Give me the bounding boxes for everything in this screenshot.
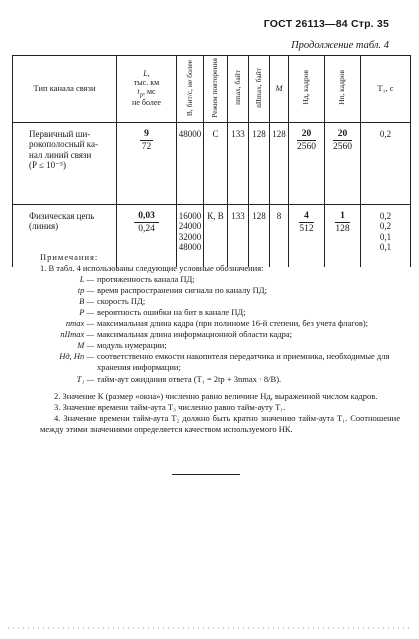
note-4: 4. Значение времени тайм-аута T₂ должно быть кратно значению тайм-аута T₁. Соотношение между этими значениями определяется качеством используемого НК. [40,412,400,434]
list-item: tр — время распространения сигнала по каналу ПД; [77,285,267,296]
row-nmax: 133 [228,123,249,205]
notes-intro: 1. В табл. 4 использованы следующие условные обозначения: [40,263,264,274]
row-length: $\frac{9}{72}$ [117,123,177,205]
symbol-glossary [50,274,400,384]
header-nmax: nmax, байт [228,56,249,123]
row-nmax: 133 [228,205,249,267]
channel-parameters-table [12,55,411,267]
row-hd: $\frac{4}{512}$ [289,205,325,267]
row-nimax: 128 [249,205,270,267]
list-item: B — скорость ПД; [79,296,146,307]
row-m: 128 [270,123,289,205]
row-channel-name: Первичный ши- рокополосный ка- нал линий связи (P ≤ 10⁻⁵) [13,123,117,205]
row-hp: $\frac{20}{2560}$ [325,123,361,205]
table-header-row [13,56,411,123]
row-bitrate: 48000 [177,123,204,205]
header-length: L, тыс. км $t_p$, мс не более [117,56,177,123]
end-divider [172,474,240,475]
list-item: nIImax — максимальная длина информационной области кадра; [60,329,292,340]
row-nimax: 128 [249,123,270,205]
header-channel-type: Тип канала связи [13,56,117,123]
note-3: 3. Значение времени тайм-аута T₃ численно равно тайм-ауту T₁. [54,401,286,412]
scan-dotted-border [8,623,411,633]
header-t1: T₁, с [361,56,411,123]
row-mode: C [204,123,228,205]
list-item: M — модуль нумерации; [77,340,167,351]
notes-title: Примечания: [40,252,99,262]
row-mode: К, В [204,205,228,267]
list-item: P — вероятность ошибки на бит в канале ПД; [79,307,246,318]
list-item: Hд, Hп — соответственно емкости накопителя передатчика и приемника, необходимые для хранения информации; [59,351,390,373]
header-nimax: nIImax, байт [249,56,270,123]
list-item: L — протяженность канала ПД; [79,274,195,285]
table-continuation-label: Продолжение табл. 4 [291,40,389,51]
row-hp: $\frac{1}{128}$ [325,205,361,267]
row-length: $\frac{0,03}{0,24}$ [117,205,177,267]
row-t1: 0,2 [361,123,411,205]
channel-table-container [12,55,410,267]
table-row [13,123,411,205]
page-header: ГОСТ 26113—84 Стр. 35 [263,18,389,30]
header-m: M [270,56,289,123]
list-item: T₁ — тайм-аут ожидания ответа (T₁ = 2tр + 3nmax · 8/B). [76,373,282,384]
note-2: 2. Значение К (размер «окна») численно равно величине Hд, выраженной числом кадров. [54,390,378,401]
header-hd: Hд, кадров [289,56,325,123]
notes-section [40,252,400,435]
header-hp: Hп, кадров [325,56,361,123]
row-t1: 0,2 0,2 0,1 0,1 [361,205,411,267]
header-bitrate: B, бит/с, не более [177,56,204,123]
row-m: 8 [270,205,289,267]
row-channel-name: Физическая цепь (линия) [13,205,117,267]
row-hd: $\frac{20}{2560}$ [289,123,325,205]
list-item: nmax — максимальная длина кадра (при полиноме 16-й степени, без учета флагов); [65,318,369,329]
header-repeat-mode: Режим повторения [204,56,228,123]
row-bitrate: 16000 24000 32000 48000 [177,205,204,267]
